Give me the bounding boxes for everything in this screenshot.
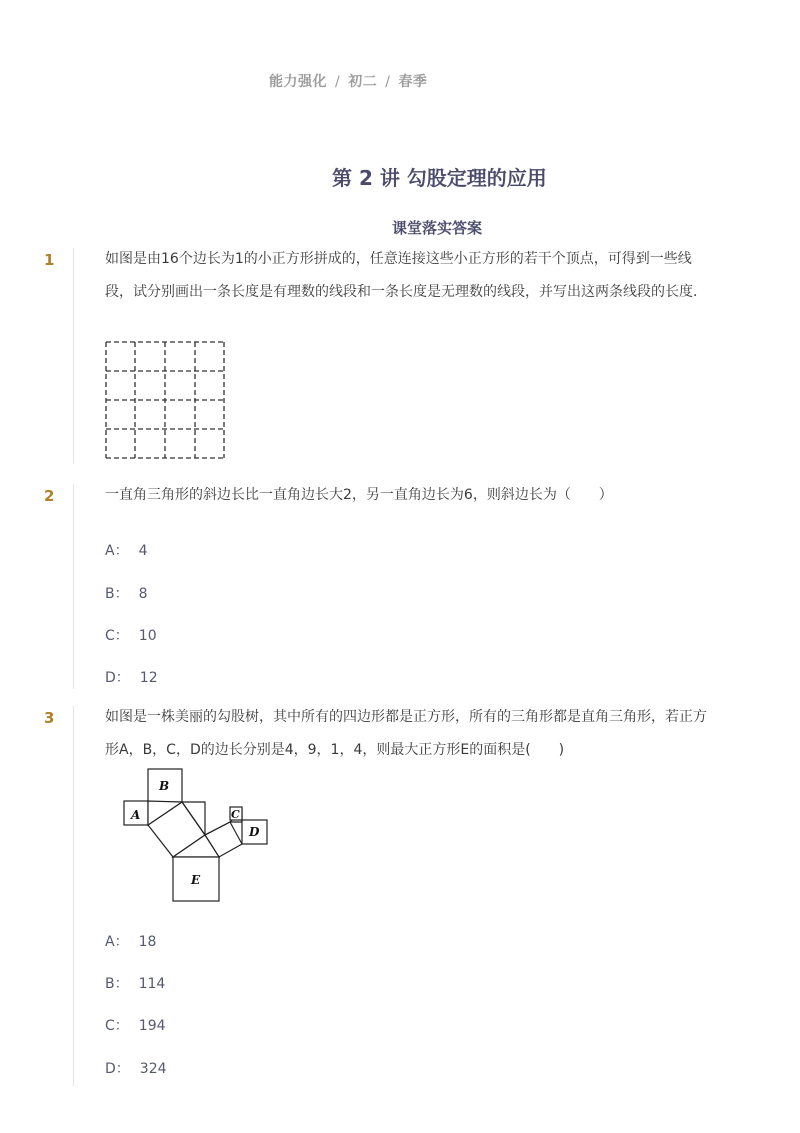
option-b[interactable] [105,973,165,993]
breadcrumb-separator: / [385,74,391,90]
option-b[interactable] [105,583,148,603]
option-d[interactable] [105,1058,167,1078]
option-label: B： [105,976,129,992]
option-value: 4 [138,543,148,559]
option-a[interactable] [105,931,156,951]
label-a: A [131,808,141,822]
option-label: A： [105,934,129,950]
page-subtitle: 课堂落实答案 [392,219,483,237]
label-e: E [191,873,201,887]
option-value: 10 [138,628,157,644]
option-label: C： [105,628,129,644]
question-1-divider [73,248,74,463]
breadcrumb [269,71,427,91]
option-label: C： [105,1018,129,1034]
question-number: 2 [44,487,55,505]
option-c[interactable] [105,1015,166,1035]
pythagoras-tree-figure [118,764,278,906]
question-2-divider [73,484,74,689]
question-3-divider [73,706,74,1086]
breadcrumb-separator: / [335,74,341,90]
label-b: B [159,779,170,793]
option-value: 8 [138,586,148,602]
page-title: 第 2 讲 勾股定理的应用 [332,166,547,190]
option-label: A： [105,543,129,559]
label-c: C [231,808,240,821]
question-number: 1 [44,251,55,269]
label-d: D [249,825,260,839]
question-text: 如图是由16个边长为1的小正方形拼成的，任意连接这些小正方形的若干个顶点，可得到一些线段，试分别画出一条长度是有理数的线段和一条长度是无理数的线段，并写出这两条线段的长度． [105,251,707,300]
question-number: 3 [44,709,55,727]
breadcrumb-item: 春季 [398,74,428,90]
square-grid-figure [104,340,228,461]
breadcrumb-item: 能力强化 [269,74,327,90]
option-c[interactable] [105,625,157,645]
option-a[interactable] [105,540,148,560]
option-label: D： [105,1061,130,1077]
question-text: 如图是一株美丽的勾股树，其中所有的四边形都是正方形，所有的三角形都是直角三角形，若正方形A，B，C，D的边长分别是4，9，1，4，则最大正方形E的面积是( ) [105,709,707,758]
option-d[interactable] [105,667,158,687]
question-text: 一直角三角形的斜边长比一直角边长大2，另一直角边长为6，则斜边长为（ ） [105,487,613,503]
option-value: 12 [139,670,158,686]
option-value: 18 [138,934,157,950]
option-label: D： [105,670,130,686]
option-value: 324 [139,1061,167,1077]
option-value: 114 [138,976,166,992]
breadcrumb-item: 初二 [348,74,378,90]
option-value: 194 [138,1018,166,1034]
option-label: B： [105,586,129,602]
